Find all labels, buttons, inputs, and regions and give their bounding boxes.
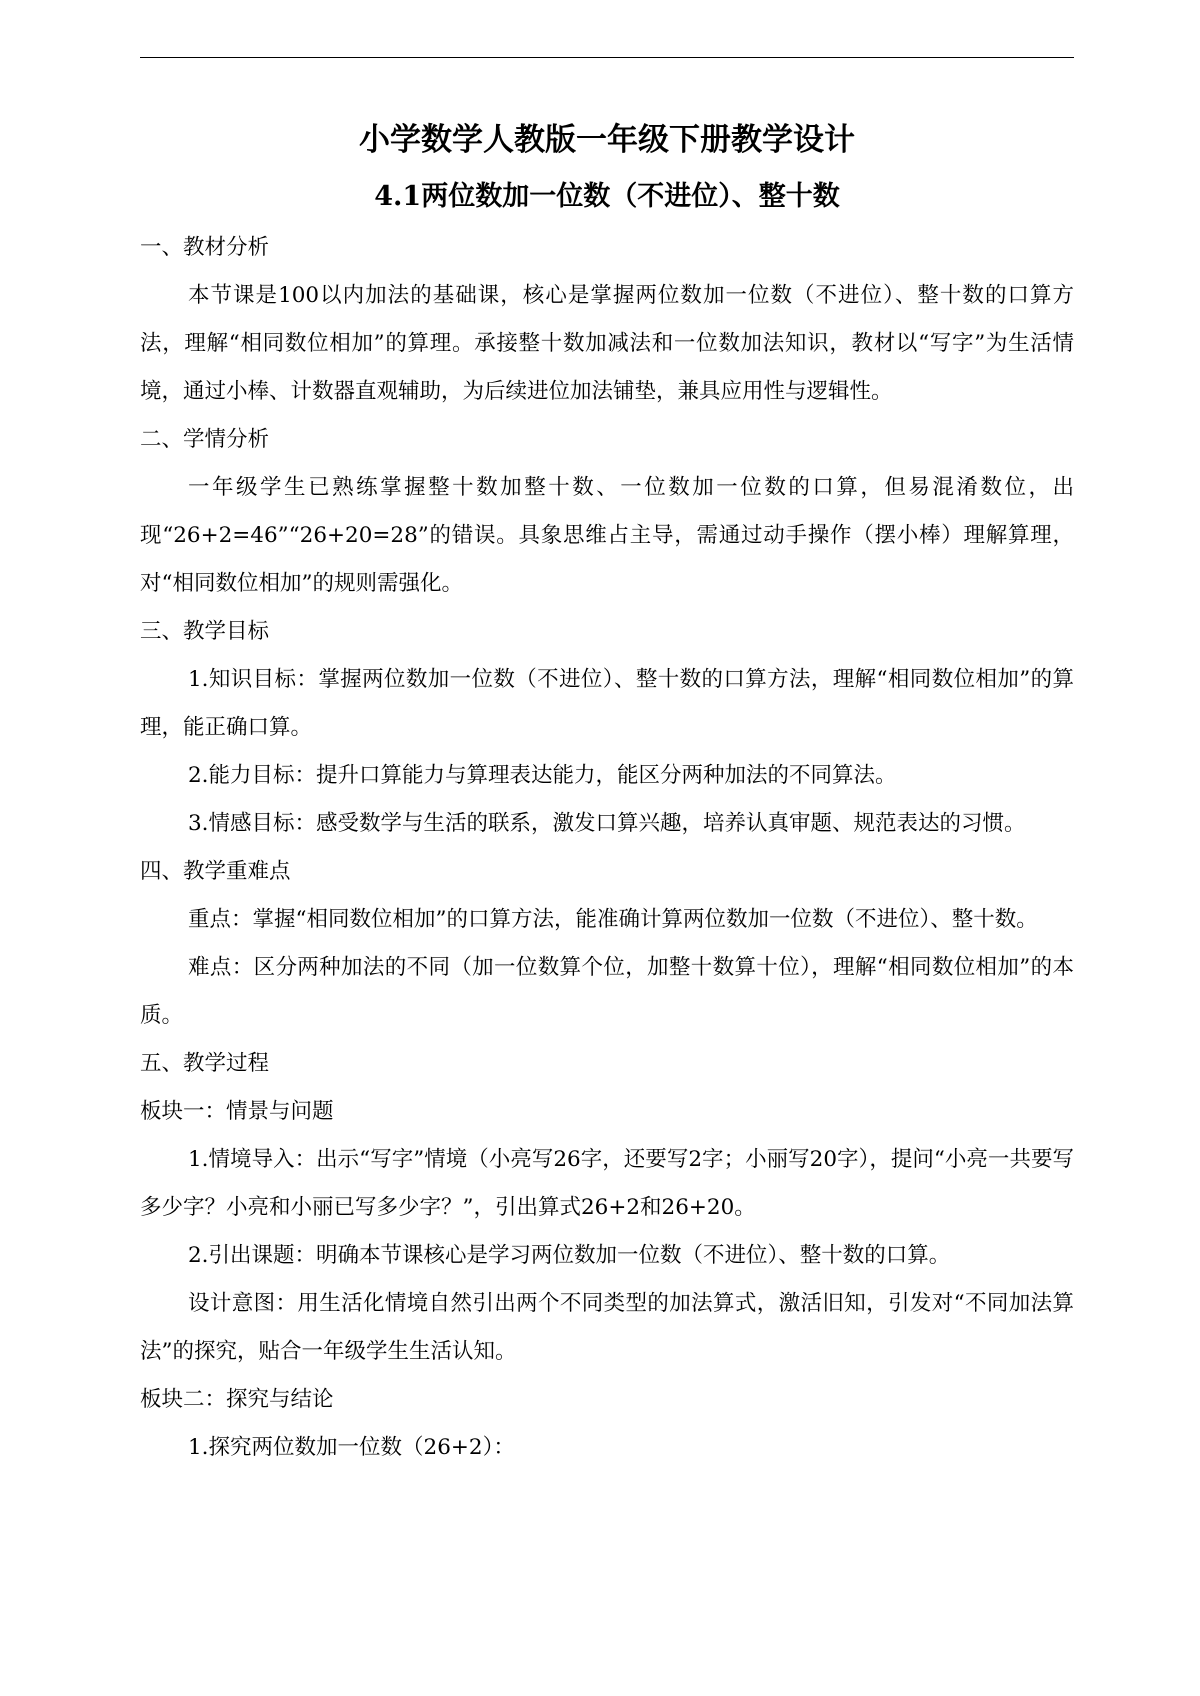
paragraph: 设计意图：用生活化情境自然引出两个不同类型的加法算式，激活旧知，引发对“不同加法算法”的探究，贴合一年级学生生活认知。 xyxy=(140,1291,1074,1364)
section-heading: 一、教材分析 xyxy=(140,235,270,260)
document-title: 小学数学人教版一年级下册教学设计 xyxy=(359,122,855,158)
paragraph: 2.引出课题：明确本节课核心是学习两位数加一位数（不进位）、整十数的口算。 xyxy=(188,1243,951,1268)
section-heading: 三、教学目标 xyxy=(140,619,270,644)
paragraph: 2.能力目标：提升口算能力与算理表达能力，能区分两种加法的不同算法。 xyxy=(188,763,897,788)
paragraph: 一年级学生已熟练掌握整十数加整十数、一位数加一位数的口算，但易混淆数位，出现“26+2=46”“26+20=28”的错误。具象思维占主导，需通过动手操作（摆小棒）理解算理，对“相同数位相加”的规则需强化。 xyxy=(140,475,1074,596)
section-heading: 二、学情分析 xyxy=(140,427,270,452)
lesson-subtitle: 4.1两位数加一位数（不进位）、整十数 xyxy=(374,181,840,212)
paragraph: 1.探究两位数加一位数（26+2）： xyxy=(188,1435,515,1460)
section-heading: 板块一：情景与问题 xyxy=(140,1099,334,1124)
paragraph: 难点：区分两种加法的不同（加一位数算个位，加整十数算十位），理解“相同数位相加”的本质。 xyxy=(140,955,1074,1028)
header-rule xyxy=(140,57,1074,58)
paragraph: 1.情境导入：出示“写字”情境（小亮写26字，还要写2字；小丽写20字），提问“小亮一共要写多少字？小亮和小丽已写多少字？”，引出算式26+2和26+20。 xyxy=(140,1147,1074,1220)
paragraph: 3.情感目标：感受数学与生活的联系，激发口算兴趣，培养认真审题、规范表达的习惯。 xyxy=(188,811,1026,836)
paragraph: 1.知识目标：掌握两位数加一位数（不进位）、整十数的口算方法，理解“相同数位相加”的算理，能正确口算。 xyxy=(140,667,1074,740)
section-heading: 四、教学重难点 xyxy=(140,859,291,884)
section-heading: 板块二：探究与结论 xyxy=(140,1387,334,1412)
paragraph: 重点：掌握“相同数位相加”的口算方法，能准确计算两位数加一位数（不进位）、整十数。 xyxy=(188,907,1038,932)
section-heading: 五、教学过程 xyxy=(140,1051,270,1076)
paragraph: 本节课是100以内加法的基础课，核心是掌握两位数加一位数（不进位）、整十数的口算方法，理解“相同数位相加”的算理。承接整十数加减法和一位数加法知识，教材以“写字”为生活情境，通过小棒、计数器直观辅助，为后续进位加法铺垫，兼具应用性与逻辑性。 xyxy=(140,283,1074,404)
document-blocks xyxy=(140,224,1074,1472)
document-body xyxy=(140,118,1074,1472)
